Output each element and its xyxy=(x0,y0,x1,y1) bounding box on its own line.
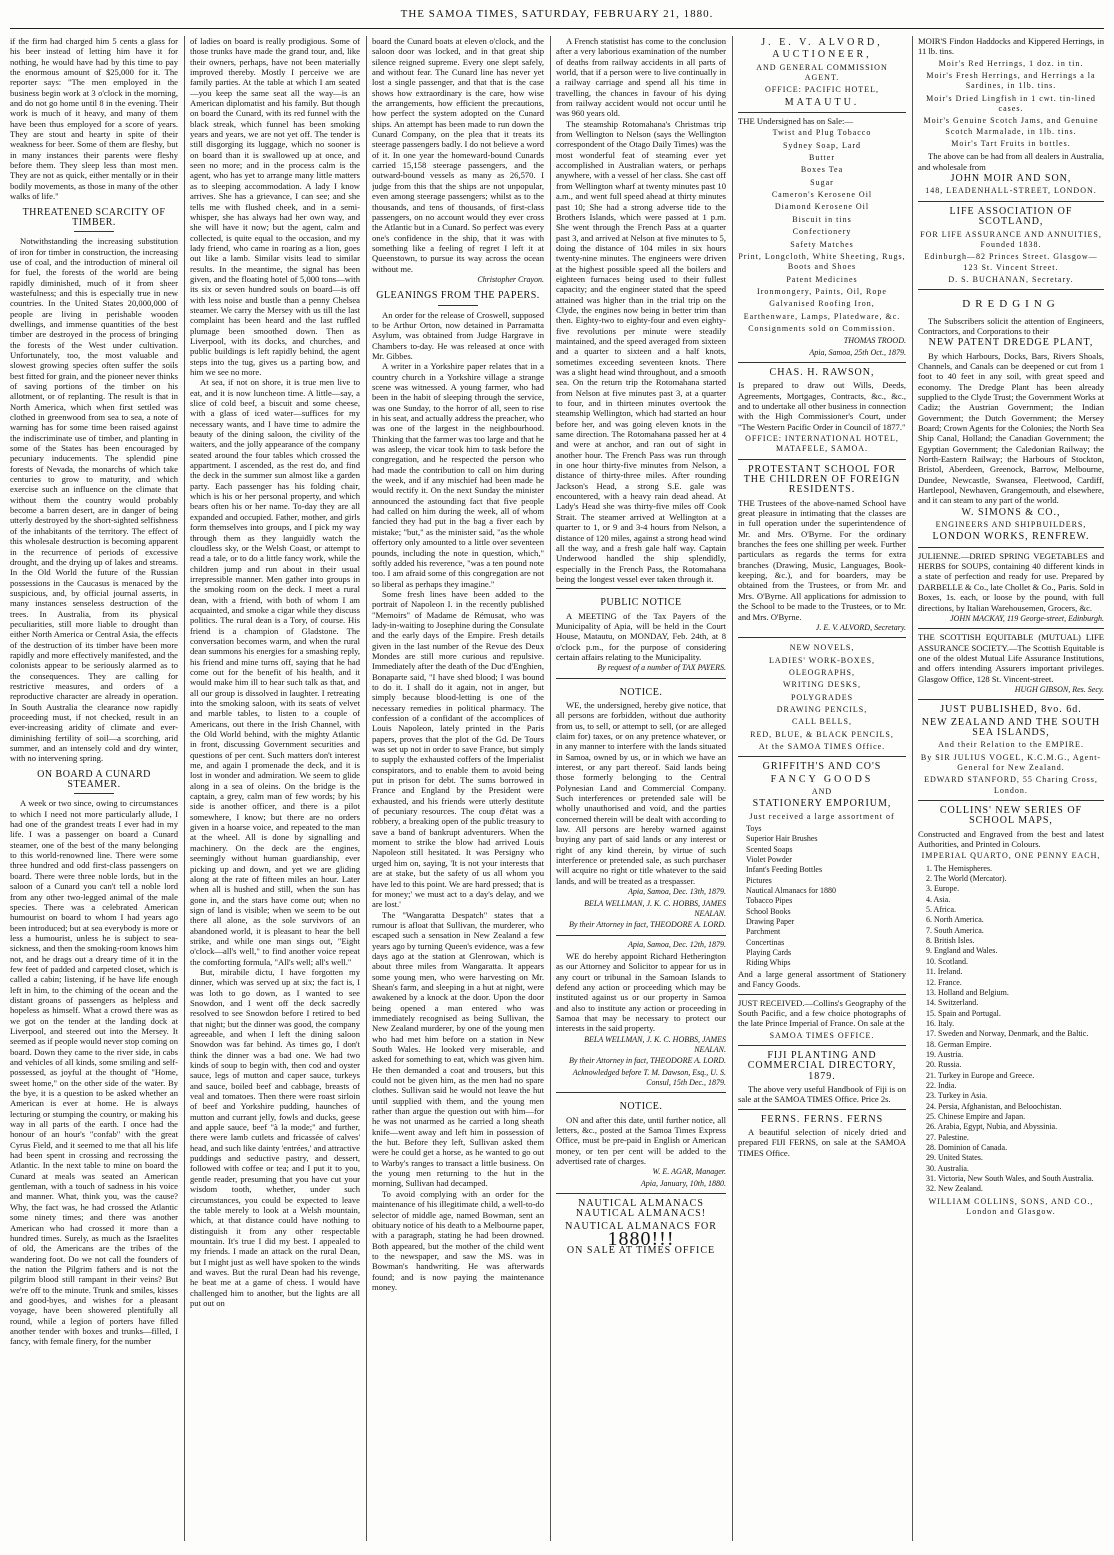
life-title: LIFE ASSOCIATION OF SCOTLAND, xyxy=(949,205,1073,228)
cunard-headline: ON BOARD A CUNARD STEAMER. xyxy=(37,768,151,791)
school-text: THE Trustees of the above-named School have great pleasure in intimating that the classes are in full operation under the superintendence of Mr. and Mrs. O'Byrne. For the ordinary branches the fees one shilling per week. Further particulars as regards the terms for extra branches (Drawing, Music, Languages, Book-keeping, &c.), and for boarders, may be obtained from the Trustees, or from Mr. and Mrs. O'Byrne. All applications for admission to the School to be made to the Trustees, or to Mr. and Mrs. O'Byrne. xyxy=(738,497,906,622)
list-item: Safety Matches xyxy=(790,239,854,249)
cunard-continued-2: At sea, if not on shore, it is true men live to eat, and it is now luncheon time. A little—say, a slice of cold beef, a biscuit and some cheese, with a glass of iced water—suffices for my necessary wants, and I have time to admire the beauty of the dining saloon, the civility of the waiters, and the jolly appearance of the company seated around the four tables which crossed the appartment. I ascended, as the rest do, and find the deck in the summer sun almost like a garden party. Each passenger has his folding chair, which is his or her personal property, and which bears often his or her name. To-day they are all expanded and occupied. Father, mother, and girls form themselves into groups, and I pick my way through them as they languidly watch the cloudless sky, or the Welsh Coast, or attempt to read a tale, or to do a little fancy work, while the children jump and run about in their usual irrepressible manner. Men gather into groups in the smoking room on the deck. I meet a rural dean, with a friend, with both of whom I am acquainted, and smoke a cigar while they discuss politics. The rural dean is a Tory, of course. His friend is a champion of Gladstone. The conversation becomes warm, and when the rural dean summons his energies for a smashing reply, his friend and mine turns off, saying that he had come out for the benefit of his health, and it would make him ill to hear such talk as that, and all our group is dissolved in laughter. I retreating into the smoking saloon, with its seats of velvet and marble tables, to listen to a couple of Americans, out there in the Irish Channel, with the Old World behind, with the mighty Atlantic in front, discussing Government securities and questions of per cent. Such matters don't interest me, and again I promenade the deck, and it is lost in wonder and admiration. We seem to glide along in a sea of oleins. On the bridge is the captain, a grey, calm man of few words; by his side is another officer, and there is a pilot somewhere, I know; but there are no orders given in a hoarse voice, and repeated to the man at the wheel. All is done by signalling and machinery. On the deck are the engines, seemingly without human guardianship, ever picking up and down, and yet we are gliding along at the rate of fifteen miles an hour. Later when all is hushed and still, when the sun has gone in, and the stars have come out; when no sign of land is visible; when we seem to be out there all alone, as the sole survivors of an abandoned world, it is pleasant to hear the bell strike, and while one man sings out, "Eight o'clock—all's well," to find another voice repeat the comforting formula, "All's well; all's well." xyxy=(190,377,360,967)
cunard-article: A week or two since, owing to circumstances to which I need not more particularly allude, I had one of the grandest treats I ever had in my life. I was a passenger on board a Cunard steamer, one of the best of the many belonging to this world-renowned line. There were some three hundred and odd first-class passengers on board. There were three noble lords, but in the saloon of a Cunard you can't tell a noble lord from any other two-legged animal of the male species. There was a celebrated American humourist on board to whom I had years ago been introduced; but at sea everybody is more or less a humourist, unless he is subject to sea-sickness, and then the smoking-room knows him not, and he drags out a dreary time of it in the few feet of padded and carpeted closet, which is called a cabin; listening, if he have life enough left in him, to the chiming of the ocean and the distant groans of passengers as helpless and hopeless as himself. What a crowd there was as we got on the tender at the landing dock at Liverpool, and steered out into the Mersey. It seemed as if people would never stop coming on board. Down they came to the river side, in cabs and vehicles of all kinds, some smiling and self-possessed, as joyful at the thought of "Home, sweet home," on the other side of the water. By the bye, it is a question to be asked whether an American is ever at home. He is always lecturing or stumping the country, or making his way in all parts of the earth. I once had the honour of an hour's "confab" with the great Cyrus Field, and it seemed to me that all his life had been spent in crossing and recrossing the Atlantic. In the next table to mine on board the Cunard at meals was seated an American gentleman, with a touch of sadness in his voice and manner. What, think you, was the cause? Why, the fact was, he had crossed the Atlantic some ninety times; and there was another American who had crossed it more than a hundred times. Surely, as much as the Israelites of old, the Americans are the tribes of the wandering foot. Do we not call the founders of the nation the Pilgrim fathers and is not the pilgrim blood still rampant in their veins? But we're off to the minute. Trunk and smiles, kisses and good-byes, and wishes for a pleasant voyage, have been showered plentifully all round, while a legion of porters have filled another tender with boxes and trunks—filled, I fancy, with female finery, for the number xyxy=(10,798,178,1347)
griffith-intro: Just received a large assortment of xyxy=(749,811,895,821)
list-item: 30. Australia. xyxy=(926,1163,969,1173)
column-rule xyxy=(912,36,913,1541)
list-item: School Books xyxy=(746,906,791,916)
notice-signature: By request of a number of TAX PAYERS. xyxy=(597,663,726,673)
list-item: CALL BELLS, xyxy=(791,717,853,727)
list-item: Riding Whips xyxy=(746,958,791,968)
life-subtitle: FOR LIFE ASSURANCE AND ANNUITIES, Founded 1838. xyxy=(920,229,1102,249)
column-3 xyxy=(372,36,544,1541)
timber-article: Notwithstanding the increasing substitution of iron for timber in construction, the increasing use of coal, and the introduction of mineral oil for fuel, the forests of the world are being rapidly diminished, much of it from sheer wastefulness; and this is especially true in new countries. In the United States 20,000,000 of people are living in perishable wooden dwellings, and immense quantities of the best timber are destroyed in the process of bringing the forests of the West under cultivation. Unfortunately, too, the most valuable and slowest growing species often suffer the soils best fitted for grain, and the pioneer never thinks of saving portions of the timber on his allotment, or of replanting. The result is that in North America, which when first settled was clothed in greenwood from sea to sea, a note of warning has for some time been raised against the indiscriminate use of timber, and planting in some of the States has been encouraged by pecuniary inducements. The splendid pine forests of Nevada, the monarchs of which take centuries to grow to maturity, and which exercise such an influence on the climate that without them the country would probably become a barren desert, are in danger of being utterly destroyed by the short-sighted selfishness of the inhabitants of the territory. The effect of this wholesale destruction is becoming apparent in the recurrence of periods of excessive drought, and the drying up of lakes and streams. In the Old World the future of the Russian possessions in the Caucasus is menaced by the suspicious, and, by official journal asserts, in many instances senseless destruction of the trees. In Australia, from its physical peculiarities, still more liable to drought than either North America or Central Asia, the effects of the destruction of its timber have been more rapidly and more effectively manifested, and the colonists appear to be seriously alarmed as to the consequences. They are calling for restrictive measures, and orders of a reproductive character are already in operation. In South Australia the clearance now rapidly proceeding must, if not checked, result in an ever-increasing aridity of climate and ever-diminishing fertility of soil—a scorching, arid summer, and an intensely cold and dry winter, with no intervening spring. xyxy=(10,236,178,764)
griffith-title: GRIFFITH'S AND CO'S xyxy=(762,761,882,773)
list-item: 20. Russia. xyxy=(926,1060,962,1070)
scottish-text: THE SCOTTISH EQUITABLE (MUTUAL) LIFE ASSURANCE SOCIETY.—The Scottish Equitable is one of the oldest Mutual Life Assurance Institutions, and offers intending Assurers important privileges. Glasgow Office, 128 St. Vincent-street. xyxy=(918,632,1104,684)
column-rule xyxy=(550,36,551,1541)
list-item: 2. The World (Mercator). xyxy=(926,874,1007,884)
list-item: Cameron's Kerosene Oil xyxy=(771,190,873,200)
griffith-stationery: STATIONERY EMPORIUM, xyxy=(752,798,892,810)
list-item: Twist and Plug Tobacco xyxy=(772,128,872,138)
alvord-agent: AND GENERAL COMMISSION AGENT. xyxy=(756,62,888,83)
novels-items xyxy=(738,643,906,740)
dredging-plant: NEW PATENT DREDGE PLANT, xyxy=(928,337,1094,349)
life-signature: D. S. BUCHANAN, Secretary. xyxy=(948,274,1074,284)
list-item: 21. Turkey in Europe and Greece. xyxy=(926,1070,1035,1080)
fiji-title: FIJI PLANTING AND COMMERCIAL DIRECTORY, 1879. xyxy=(747,1049,897,1082)
list-item: POLYGRADES xyxy=(790,692,854,702)
list-item: Infant's Feeding Bottles xyxy=(746,865,823,875)
list-item: Playing Cards xyxy=(746,948,792,958)
railway-statistic: A French statistist has come to the conclusion after a very laborious examination of the number of deaths from railway accidents in all parts of world, that if a person were to live continually in a railway carriage and spend all his time in travelling, the chances in favour of his dying from railway accident would not occur until he was 960 years old. xyxy=(556,36,726,119)
cunard-conclusion: board the Cunard boats at eleven o'clock, and the saloon door was locked, and in that great ship silence reigned supreme. Every one slept safely, and without fear. The Cunard line has never yet lost a single passenger, and that that is the case shows how extraordinary is the care, how wise the arrangements, how efficient the precautions, how perfect the system adopted on the Cunard ships. An attempt has been made to run down the Cunard Company, on the plea that it treats its steerage passengers badly. I do not believe a word of it. In one year the homeward-bound Cunards carried 15,158 steerage passengers, and the outward-bound vessels as many as 26,570. I judge from this that the ships are not unpopular, even among steerage passengers; whilst as to the thousands, and tens of thousands, of first-class passengers, on no account would they ever cross the Atlantic but in a Cunard. So perfect was every one's confidence in the ship, that it was with something like a feeling of regret I left it at Queenstown, to pursue its way across the ocean without me. xyxy=(372,36,544,274)
list-item: 22. India. xyxy=(926,1080,957,1090)
list-item: Tobacco Pipes xyxy=(746,896,793,906)
list-item: Ironmongery, Paints, Oil, Rope xyxy=(757,286,887,296)
list-item: Sydney Soap, Lard xyxy=(782,140,862,150)
notice-signers: BELA WELLMAN, J. K. C. HOBBS, JAMES NEALAN. xyxy=(584,1034,726,1054)
column-5 xyxy=(738,36,906,1541)
trood-intro: THE Undersigned has on Sale:— xyxy=(738,116,854,127)
published-author: By SIR JULIUS VOGEL, K.C.M.G., Agent-General for New Zealand. xyxy=(920,752,1102,772)
school-title: PROTESTANT SCHOOL FOR THE CHILDREN OF FOREIGN RESIDENTS. xyxy=(743,463,901,496)
list-item: 1. The Hemispheres. xyxy=(926,863,993,873)
list-item: 17. Sweden and Norway, Denmark, and the Baltic. xyxy=(926,1029,1089,1039)
dredging-intro: The Subscribers solicit the attention of Engineers, Contractors, and Corporations to their xyxy=(918,315,1104,336)
list-item: Moir's Dried Lingfish in 1 cwt. tin-lined cases. xyxy=(926,93,1096,114)
dredging-address: LONDON WORKS, RENFREW. xyxy=(932,531,1090,543)
list-item: 4. Asia. xyxy=(926,894,951,904)
list-item: 3. Europe. xyxy=(926,884,960,894)
notice-heading: NOTICE. xyxy=(619,686,663,698)
moir-text: MOIR'S Findon Haddocks and Kippered Herrings, in 11 lb. tins. xyxy=(918,36,1104,57)
list-item: 12. France. xyxy=(926,977,962,987)
list-item: WRITING DESKS, xyxy=(783,680,861,690)
published-subtitle: And their Relation to the EMPIRE. xyxy=(938,740,1084,750)
public-notice-heading: PUBLIC NOTICE xyxy=(600,597,682,609)
column-rule xyxy=(366,36,367,1541)
list-item: NEW NOVELS, xyxy=(789,643,855,653)
maps-title: COLLINS' NEW SERIES OF SCHOOL MAPS, xyxy=(939,805,1083,827)
gleaning-item: Some fresh lines have been added to the portrait of Napoleon I. in the recently published "Memoirs" of Madame de Rémusat, who was lady-in-waiting to Josephine during the Consulate and the early days of the Empire. Fresh details given in the last number of the Revue des Deux Mondes are still more curious and repulsive. Immediately after the death of the Duc d'Enghien, Bonaparte said, "I have shed blood; I was bound to do it. I shall do it again, not in anger, but simply because blood-letting is one of the necessary remedies in political pharmacy. The confession of a confidant of the accomplices of Louis Napoleon, lately printed in the Paris papers, proves that the plot of the Gd. De Tours was set up not in order to save France, but simply to supply the exhausted coffers of the Imperialist conspirators, and to enable them to avoid being put in prison for debt. The sums borrowed in France and England by the President were exhausted, and his friends were utterly destitute of pecuniary resources. The coup d'état was a robbery, a breaking open of the public treasury to save a band of bankrupt adventurers. When the moment to strike the blow had arrived Louis Napoleon still hesitated. It was Persigny who urged him on, saying, 'It is not your interests that are at stake, but the safety of us all whom you have led to this point. We are hard pressed; that is for money;' we must act to a day's delay, and we are lost.' xyxy=(372,588,544,910)
ferns-text: A beautiful selection of nicely dried and prepared FIJI FERNS, on sale at the SAMOA TIMES Office. xyxy=(738,1126,906,1158)
maps-price: IMPERIAL QUARTO, ONE PENNY EACH, xyxy=(921,851,1101,861)
list-item: 5. Africa. xyxy=(926,905,956,915)
list-item: 31. Victoria, New South Wales, and South Australia. xyxy=(926,1174,1094,1184)
attorney-notice: WE do hereby appoint Richard Hetherington as our Attorney and Solicitor to appear for us in any court or tribunal in the Samoan Islands to defend any action or proceeding which may be instituted against us or our property in Samoa and also to institute any action or proceeding in Samoa that may be necessary to protect our interests in the said property. xyxy=(556,950,726,1034)
published-title: NEW ZEALAND AND THE SOUTH SEA ISLANDS, xyxy=(921,716,1101,738)
griffith-items xyxy=(738,824,906,969)
trood-consignment: Consignments sold on Commission. xyxy=(748,323,896,333)
list-item: 25. Chinese Empire and Japan. xyxy=(926,1111,1026,1121)
griffith-fancy: FANCY GOODS xyxy=(770,773,874,785)
list-item: Toys xyxy=(746,824,762,833)
almanac-title: NAUTICAL ALMANACS NAUTICAL ALMANACS! xyxy=(575,1198,707,1220)
list-item: 6. North America. xyxy=(926,915,984,925)
griffith-more: And a large general assortment of Stationery and Fancy Goods. xyxy=(738,968,906,990)
list-item: Drawing Paper xyxy=(746,917,795,927)
notice-acknowledgement: Acknowledged before T. M. Dawson, Esq., U. S. Consul, 15th Dec., 1879. xyxy=(572,1067,726,1087)
list-item: Confectionery xyxy=(792,227,852,237)
dredging-title: DREDGING xyxy=(962,298,1060,311)
list-item: Moir's Fresh Herrings, and Herrings a la Sardines, in 1lb. tins. xyxy=(926,71,1096,91)
school-signature: J. E. V. ALVORD, Secretary. xyxy=(815,622,906,632)
dredging-text: By which Harbours, Docks, Bars, Rivers Shoals, Channels, and Canals can be deepened or cut from 1 foot to 40 feet in any soil, with great speed and economy. The Dredge Plant has been already supplied to the Clyde Trust; the Government Works at Cadiz; the Austrian Government; the Indian Government; the Dutch Government; the Mersey Board; Crown Agents for the Colonies; the North Sea Ship Canal, Holland; the Canadian Government; the Egyptian Government; the Caledonian Railway; the North-Eastern Railway; the Harbours of Stockton, Bristol, Aberdeen, Greenock, Barrow, Melbourne, Dundee, Newcastle, Swansea, Fleetwood, Cardiff, Hartlepool, Newhaven, Grangemouth, and elsewhere, and it can steam to any part of the world. xyxy=(918,350,1104,506)
dredging-role: ENGINEERS AND SHIPBUILDERS, xyxy=(935,520,1087,530)
almanac-sale: ON SALE AT TIMES OFFICE xyxy=(566,1245,716,1257)
cunard-continued-1: of ladies on board is really prodigious. Some of those trunks have made the grand tour, and, like their owners, perhaps, have not been materially improved thereby. Mostly I perceive we are family parties. At the table at which I am seated—you keep the same seat all the way—is an American diplomatist and his family. But though on board the Cunard, with its red funnel with the black streak, which funnel has been smoking years and years, we are not yet off. The tender is still disgorging its luggage, which no sooner is on board than it is swallowed up at once, and seen no more; and in the process calm is the agent, who has yet to arrange many little matters as to sleeping accommodation. A lady I know arrives. She has a grievance, I can see; and she tells me with flushed cheek, and in a semi-whisper, she has always had her own way, and she will have it now; but the agent, calm and collected, is quite equal to the occasion, and my lady friend, who came in roaring as a lion, goes out like a lamb. Similar visits lead to similar results. In the meantime, the signal has been given, and the floating hotel of 5,000 tons—with its six or seven hundred souls on board—is off with less noise and bustle than a penny Chelsea steamer. We carry the Mersey with us till the last complaint has been heard and the last ruffled plumage been smoothed down. Then as Liverpool, with its docks, and churches, and public buildings is left rapidly behind, the agent steps into the tug, gives us a parting bow, and him we see no more. xyxy=(190,36,360,377)
gleaning-item: An order for the release of Croswell, supposed to be Arthur Orton, now detained in Parramatta Asylum, was obtained from Judge Hargrave in Chambers to-day. He was released at once with Mr. Gibbes. xyxy=(372,309,544,361)
list-item: Violet Powder xyxy=(746,855,792,865)
notice-signers: BELA WELLMAN, J. K. C. HOBBS, JAMES NEALAN. xyxy=(584,898,726,918)
collins-sale: SAMOA TIMES OFFICE. xyxy=(769,1030,875,1040)
gleaning-item: To avoid complying with an order for the maintenance of his illegitimate child, a well-to-do selector of middle age, named Bowman, sent an obituary notice of his death to a Melbourne paper, with a paragraph, stating he had been drowned. Both appeared, but the mother of the child went to the newspaper, and saw the MS. was in Bowman's handwriting. He was afterwards found; and is now paying the maintenance money. xyxy=(372,1188,544,1292)
notice-attorney: By their Attorney in fact, THEODORE A. LORD. xyxy=(568,920,726,930)
list-item: 16. Italy. xyxy=(926,1018,955,1028)
list-item: 28. Dominion of Canada. xyxy=(926,1143,1008,1152)
list-item: Moir's Red Herrings, 1 doz. in tin. xyxy=(938,58,1084,68)
column-2 xyxy=(190,36,360,1541)
julienne-text: JULIENNE.—DRIED SPRING VEGETABLES and HERBS for SOUPS, containing 40 different kinds in a state of perfection and ready for use. Prepared by DARBELLE & Co., late Chollet & Co., Paris. Sold in Boxes, 1s. each, or loose by the pound, with full directions, by Italian Warehousemen, Grocers, &c. xyxy=(918,550,1104,613)
rawson-office: OFFICE: INTERNATIONAL HOTEL, MATAFELE, SAMOA. xyxy=(745,434,899,454)
list-item: Biscuit in tins xyxy=(792,214,852,224)
scottish-signature: HUGH GIBSON, Res. Secy. xyxy=(1014,684,1104,694)
almanac-subtitle: NAUTICAL ALMANACS FOR xyxy=(565,1220,717,1232)
published-publisher: EDWARD STANFORD, 55 Charing Cross, London. xyxy=(924,775,1098,795)
alvord-name: J. E. V. ALVORD, xyxy=(761,37,883,48)
maps-items xyxy=(918,864,1104,1195)
list-item: 29. United States. xyxy=(926,1153,983,1163)
column-rule xyxy=(184,36,185,1541)
list-item: RED, BLUE, & BLACK PENCILS, xyxy=(750,729,894,739)
list-item: Scented Soaps xyxy=(746,844,793,854)
ferns-title: FERNS. FERNS. FERNS xyxy=(760,1113,884,1125)
julienne-signature: JOHN MACKAY, 119 George-street, Edinburgh. xyxy=(950,613,1104,623)
column-1 xyxy=(10,36,178,1541)
separator xyxy=(438,305,478,306)
list-item: Nautical Almanacs for 1880 xyxy=(746,886,836,896)
list-item: 15. Spain and Portugal. xyxy=(926,1008,1001,1018)
alvord-role: AUCTIONEER, xyxy=(772,49,872,61)
masthead xyxy=(10,8,1104,28)
list-item: 8. British Isles. xyxy=(926,936,975,946)
list-item: DRAWING PENCILS, xyxy=(776,704,868,714)
list-item: Diamond Kerosene Oil xyxy=(774,202,870,212)
list-item: 24. Persia, Afghanistan, and Beloochistan. xyxy=(926,1101,1062,1111)
timber-headline: THREATENED SCARCITY OF TIMBER. xyxy=(22,206,166,228)
gleanings-headline: GLEANINGS FROM THE PAPERS. xyxy=(376,290,540,302)
dredging-firm: W. SIMONS & CO., xyxy=(961,506,1061,518)
maps-publisher: WILLIAM COLLINS, SONS, AND CO., London and Glasgow. xyxy=(928,1196,1094,1217)
list-item: Galvanised Roofing Iron, xyxy=(769,299,875,309)
list-item: 26. Arabia, Egypt, Nubia, and Abyssinia. xyxy=(926,1122,1058,1132)
list-item: 11. Ireland. xyxy=(926,967,963,977)
notice-heading: NOTICE. xyxy=(619,1101,663,1113)
beer-story-text: if the firm had charged him 5 cents a glass for his beer instead of letting him have it for nothing, he would have had by this time to pay the enormous amount of $25,000 for it. The reporter says: "The men employed in the business begin work at 3 o'clock in the morning, and do not go home until 8 in the evening. Their work is much of it heavy, and many of them have been thus employed for a score of years. They are stout and hearty in spite of their weakness for beer. Some of them are fleshy, but in many instances their parents were fleshy before them. They sleep less than most men. They are not as quick, either mentally or in their bodily movements, as those in many of the other walks of life." xyxy=(10,36,178,202)
trood-signature: THOMAS TROOD. xyxy=(843,336,906,346)
list-item: Print, Longcloth, White Sheeting, Rugs, Boots and Shoes xyxy=(738,251,906,272)
list-item: Parchment xyxy=(746,927,781,937)
list-item: 9. England and Wales. xyxy=(926,946,998,956)
list-item: LADIES' WORK-BOXES, xyxy=(768,655,876,665)
land-notice: WE, the undersigned, hereby give notice, that all persons are forbidden, without due authority from us, to sell, or attempt to sell, (or are alleged claim for) taxes, or on any pretence whatever, or in any manner to interfere with the lands situated in Samoa, owned by us, or in which we have an interest, or any part thereof. Said lands being those formerly belonging to the Central Polynesian Land and Commercial Company. Such interferences or pretended sale will be wholly unauthorised and void, and the parties concerned therein will be dealt with according to law. All persons are hereby warned against buying any part of said lands or any interest or right of any kind therein, by virtue of such interference or pretended sale, as such purchaser will acquire no right or title whatever to the said lands, and will be treated as a trespasser. xyxy=(556,699,726,886)
moir-note: The above can be had from all dealers in Australia, and wholesale from xyxy=(918,151,1104,172)
column-rule xyxy=(732,36,733,1541)
tax-meeting-notice: A MEETING of the Tax Payers of the Municipality of Apia, will be held in the Court House, Matautu, on MONDAY, Feb. 24th, at 8 o'clock p.m., for the purpose of considering certain affairs relating to the Municipality. xyxy=(556,610,726,662)
notice-dateline: Apia, Samoa, Dec. 12th, 1879. xyxy=(628,939,726,949)
list-item: Sugar xyxy=(810,177,834,187)
trood-date: Apia, Samoa, 25th Oct., 1879. xyxy=(809,347,906,357)
rotomahana-article: The steamship Rotomahana's Christmas trip from Wellington to Nelson (says the Wellington correspondent of the Otago Daily Times) was the most wonderful feat of steaming ever yet accomplished in Australian waters, or perhaps anywhere, with a vessel of her class. She cast off from Wellington wharf at twenty minutes past 10 a.m., and went full speed ahead at thirty minutes past 10; She had a strong adverse tide to the Brothers Islands, which were passed at 1 p.m. She went through the French Pass at a quarter past 3, and arrived at Nelson at five minutes to 5, doing the distance of 104 miles in six hours twenty-nine minutes. The engineers were driven at the highest possible speed all the boilers and eighteen furnaces being used to their fullest capacity; and the engineer stated that the speed attained was higher than in the trial trip on the Clyde, the engines now being in better trim than then. Eighty-two to eighty-four and even eighty-five revolutions per minute were steadily maintained, and the speed averaged from sixteen and a quarter to sixteen and a half knots, sometimes exceeding seventeen knots. There was a slight head wind throughout, and a smooth sea. On the return trip the Rotomahana started from Nelson at five minutes past 3, at a quarter to four, and in thirteen minutes overtook the steamship Wellington, which had started an hour before her, and was going eleven knots in the same direction. The Rotomahana passed her at 4 and were at anchor, and ran out of sight in another hour. The French Pass was run through in one hour thirty-five minutes from Nelson, a distance of thirty-three miles. After rounding Jackson's Head, a strong S.E. gale was encountered, with a heavy rain dead ahead. At Lady's Head she was thirty-five miles off Cook Strait. The steamer arrived at Wellington at a quarter to 1, or 9 and 3-4 hours from Nelson, a distance of 120 miles, against a strong head wind all the way, and a fresh gale half way. Captain Underwood handled the ship splendidly, especially in the French Pass, the Rotomahana being the longest vessel ever taken through it. xyxy=(556,118,726,584)
alvord-office: OFFICE: PACIFIC HOTEL, xyxy=(765,85,879,95)
published-text: JUST PUBLISHED, 8vo. 6d. xyxy=(940,704,1082,716)
list-item: 19. Austria. xyxy=(926,1049,964,1059)
column-4 xyxy=(556,36,726,1541)
gleaning-item: The "Wangaratta Despatch" states that a rumour is afloat that Sullivan, the murderer, who escaped such a sensation in New Zealand a few years ago by turning Queen's evidence, was a few days ago at the station at Glenrowan, which is about three miles from Wangaratta. It appears some young men, who were harvesting on Mr. Shean's farm, and sleeping in a hut at night, were awakened by a knock at the door. Upon the door being opened a man entered who was immediately recognised as being Sullivan, the New Zealand murderer, by one of the young men who had met him before on a station in New South Wales. He looked very miserable, and asked for something to eat, which was given him. He then demanded a coat and trousers, but this could not be given him, as the men had no spare clothes. Sullivan said he would not leave the hut until supplied with them, and the young men rather than argue the question out with him—for he was not unarmed as he carried a long sheath knife—went away and left him in possession of the hut. Before they left, Sullivan asked them were he could get a horse, as he wanted to go out to Warby's ranges to transact a little business. On the young men returning to the hut in the morning, Sullivan had decamped. xyxy=(372,909,544,1189)
griffith-and: AND xyxy=(811,786,833,796)
list-item: Moir's Tart Fruits in bottles. xyxy=(951,139,1071,149)
alvord-place: MATAUTU. xyxy=(784,96,860,108)
list-item: 18. German Empire. xyxy=(926,1039,992,1049)
list-item: Boxes Tea xyxy=(800,165,844,175)
separator xyxy=(74,231,114,232)
list-item: 13. Holland and Belgium. xyxy=(926,987,1009,997)
list-item: 7. South America. xyxy=(926,925,984,935)
list-item: Earthenware, Lamps, Platedware, &c. xyxy=(743,311,901,321)
cunard-continued-3: But, mirabile dictu, I have forgotten my dinner, which was served up at six; the fact is, I was loth to go down, as I wanted to see Snowdon, and I went off the deck sacredly resolved to see Snowdon before I retired to bed that night; but the dinner was good, the company agreeable, and when I left the dining saloon Snowdon was far behind. As times go, I don't think the dinner was a bad one. We had two kinds of soup to begin with, then cod and oyster sauce, legs of mutton and caper sauce, turkeys and sauce, boiled beef and cabbage, breasts of veal and tomatoes. Then there were roast sirloin of beef and Yorkshire pudding, haunches of mutton and currant jelly, fowls and ducks, geese and apple sauce, beef "à la mode;" and further, there were lamb cutlets and fricassée of calves' head, and such like dainty 'entrées,' and attractive puddings and seductive pastry, and dessert, followed with coffee or tea; and I put it to you, gentle reader, presuming that you have cut your wisdom tooth, whether, under such circumstances, you could be expected to leave the table merely to look at a Welsh mountain, which, at that distance could have nothing to distinguish it from any other respectable mountain. It's true I did my best. I appealed to my friends. I made an attack on the rural Dean, but I might just as well have spoken to the winds and waves. But the rural Dean had his revenge, he beat me at a game of chess. I would have challenged him to another, but the lights are all put out on xyxy=(190,966,360,1308)
trood-items xyxy=(738,128,906,322)
notice-dateline: Apia, January, 10th, 1880. xyxy=(640,1178,726,1188)
list-item: 10. Scotland. xyxy=(926,956,968,966)
rawson-name: CHAS. H. RAWSON, xyxy=(769,366,875,378)
rawson-text: Is prepared to draw out Wills, Deeds, Agreements, Mortgages, Contracts, &c., &c., and to undertake all other business in connection with the High Commissioner's Court, under "The Western Pacific Order in Council of 1877." xyxy=(738,380,906,432)
author-signature: Christopher Crayon. xyxy=(477,274,544,284)
masthead-rule xyxy=(10,28,1104,29)
list-item: 23. Turkey in Asia. xyxy=(926,1091,988,1101)
notice-dateline: Apia, Samoa, Dec. 13th, 1879. xyxy=(628,887,726,897)
list-item: 27. Palestine. xyxy=(926,1132,969,1142)
postage-notice: ON and after this date, until further notice, all letters, &c., posted at the Samoa Times Express Office, must be pre-paid in English or American money, or ten per cent will be added to the advertised rate of charges. xyxy=(556,1114,726,1167)
maps-text: Constructed and Engraved from the best and latest Authorities, and Printed in Colours. xyxy=(918,828,1104,850)
notice-attorney: By their Attorney in fact, THEODORE A. LORD. xyxy=(568,1056,726,1066)
fiji-text: The above very useful Handbook of Fiji is on sale at the SAMOA TIMES Office. Price 2s. xyxy=(738,1083,906,1105)
list-item: Butter xyxy=(809,153,835,163)
moir-firm: JOHN MOIR AND SON, xyxy=(950,173,1072,185)
list-item: Moir's Genuine Scotch Jams, and Genuine Scotch Marmalade, in 1lb. tins. xyxy=(923,116,1099,136)
almanac-year: 1880!!! xyxy=(607,1228,675,1251)
life-address: Edinburgh—82 Princes Street. Glasgow—123 St. Vincent Street. xyxy=(924,252,1098,272)
list-item: 32. New Zealand. xyxy=(926,1184,983,1194)
gleaning-item: A writer in a Yorkshire paper relates that in a country church in a Yorkshire village a strange scene was witnessed. A young farmer, who had been in the habit of sleeping through the service, was one Sunday, to the horror of all, seen to rise in his seat, and actually address the preacher, who was one of the largest in the neighbourhood. Thinking that the farmer was too large and that he was asleep, the vicar took him to task before the congregation, and he respected the person who had made the contribution to call on him during the week, and if any mischief had been made he would rectify it. On the next Sunday the minister announced the astounding fact that five people had called on him during the week, all of whom fancied they had put in the bag a fiver each by mistake; "but," as the minister said, "as the whole offertory only amounted to a little over seventeen pounds, including the note in question, which," softly added his reverence, "was a ten pound note too. I am afraid some of this congregation are not so liberal as perhaps they imagine." xyxy=(372,361,544,589)
separator xyxy=(74,793,114,794)
masthead-title: THE SAMOA TIMES, SATURDAY, FEBRUARY 21, 1880. xyxy=(400,8,714,20)
novels-sale: At the SAMOA TIMES Office. xyxy=(758,741,886,751)
moir-address: 148, LEADENHALL-STREET, LONDON. xyxy=(925,186,1097,196)
list-item: 14. Switzerland. xyxy=(926,998,979,1008)
list-item: Patent Medicines xyxy=(786,274,858,284)
notice-signature: W. E. AGAR, Manager. xyxy=(652,1167,726,1177)
collins-text: JUST RECEIVED.—Collins's Geography of the South Pacific, and a few choice photographs of the late Prince Imperial of France. On sale at the xyxy=(738,997,906,1029)
list-item: Pictures xyxy=(746,875,772,885)
list-item: Superior Hair Brushes xyxy=(746,834,818,844)
list-item: Concertinas xyxy=(746,937,785,947)
column-6 xyxy=(918,36,1104,1541)
list-item: OLEOGRAPHS, xyxy=(789,667,855,677)
moir-items xyxy=(918,59,1104,150)
